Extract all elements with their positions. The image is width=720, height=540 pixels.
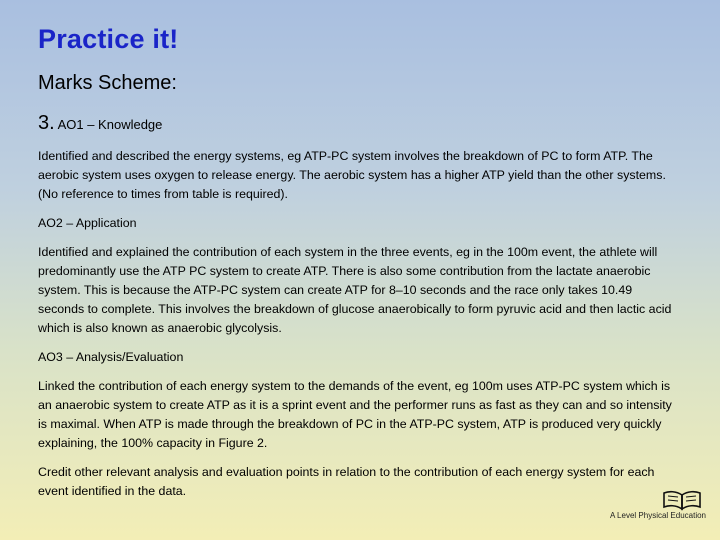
slide-title: Practice it! [38, 24, 179, 54]
logo-text: A Level Physical Education [609, 511, 706, 520]
question-number: 3. [38, 112, 55, 134]
book-icon [662, 489, 702, 511]
slide-subtitle: Marks Scheme: [38, 72, 177, 94]
question-label: AO1 – Knowledge [57, 117, 163, 132]
ao2-heading: AO2 – Application [38, 216, 137, 230]
ao2-description: Identified and explained the contribution of each system in the three events, eg in the 100m event, the athlete will predominantly use the ATP PC system to create ATP. There is also some contribution from the lactate anaerobic system. This is because the ATP-PC system can create ATP for 8–10 seconds and the race only takes 10.49 seconds to complete. This involves the breakdown of glucose anaerobically to form pyruvic acid and then lactic acid which is also known as anaerobic glycolysis. [38, 245, 672, 335]
ao3-description: Linked the contribution of each energy system to the demands of the event, eg 100m uses ATP-PC system which is an anaerobic system to create ATP as it is a sprint event and the performer runs as fast as they can and so intensity is maximal. When ATP is made through the breakdown of PC in the ATP-PC system, ATP is produced very quickly explaining, the 100% capacity in Figure 2. [38, 379, 672, 450]
ao1-description: Identified and described the energy systems, eg ATP-PC system involves the breakdown of PC to form ATP. The aerobic system uses oxygen to release energy. The aerobic system has a higher ATP yield than the other systems. (No reference to times from table is required). [38, 149, 666, 201]
credit-note: Credit other relevant analysis and evaluation points in relation to the contribution of each energy system for each event identified in the data. [38, 465, 655, 498]
mark-scheme-body [38, 147, 678, 511]
slide-content [38, 20, 678, 535]
ao3-heading: AO3 – Analysis/Evaluation [38, 350, 184, 364]
question-heading [38, 112, 162, 135]
logo [596, 489, 706, 520]
